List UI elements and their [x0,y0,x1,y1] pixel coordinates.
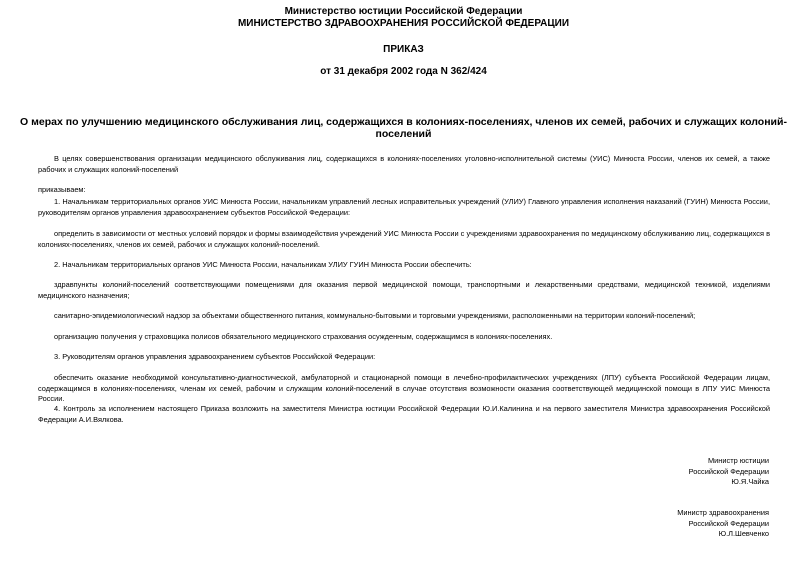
document-title: О мерах по улучшению медицинского обслуживания лиц, содержащихся в колониях-поселениях, членов их семей, рабочих и служащих колоний-поселений [20,116,787,140]
signature-title: Министр юстиции [708,456,769,465]
signature-title: Министр здравоохранения [677,508,769,517]
signature-country: Российской Федерации [688,518,769,528]
clause-2-item-2: санитарно-эпидемиологический надзор за объектами общественного питания, коммунально-бытовыми и торговыми учреждениями, расположенными на территории колоний-поселений; [54,311,696,320]
ministry-justice-header: Министерство юстиции Российской Федерации [284,6,523,17]
clause-2-item-1: здравпункты колоний-поселений соответствующими помещениями для оказания первой медицинской помощи, транспортными и лекарственными средствами, медицинской техникой, изделиями медицинского назначения; [38,280,770,300]
clause-1-item: определить в зависимости от местных условий порядок и формы взаимодействия учреждений УИС Минюста России с учреждениями здравоохранения по медицинскому обслуживанию лиц, содержащихся в колониях-поселениях, членов их семей, рабочих и служащих колоний-поселений. [38,229,770,249]
clause-4: 4. Контроль за исполнением настоящего Приказа возложить на заместителя Министра юстиции Российской Федерации Ю.И.Калинина и на первого заместителя Министра здравоохранения Российской Федерации А.И.Вялкова. [38,404,770,424]
clause-3-item: обеспечить оказание необходимой консультативно-диагностической, амбулаторной и стационарной помощи в лечебно-профилактических учреждениях (ЛПУ) субъекта Российской Федерации лицам, содержащимся в колониях-поселениях, членам их семей, рабочим и служащим колоний-поселений в случае отсутствия возможности оказания соответствующей медицинской помощи в ЛПУ УИС Минюста России. [38,373,770,403]
signature-country: Российской Федерации [688,466,769,476]
preamble-paragraph: В целях совершенствования организации медицинского обслуживания лиц, содержащихся в колониях-поселениях уголовно-исполнительной системы (УИС) Минюста России, членов их семей, а также рабочих и служащих колоний-поселений [38,154,770,174]
ministry-health-header: МИНИСТЕРСТВО ЗДРАВООХРАНЕНИЯ РОССИЙСКОЙ ФЕДЕРАЦИИ [237,18,570,29]
document-date-number: от 31 декабря 2002 года N 362/424 [320,66,487,77]
document-type: ПРИКАЗ [383,44,424,55]
order-word: приказываем: [38,185,86,194]
signature-name: Ю.Л.Шевченко [718,529,769,538]
clause-2-item-3: организацию получения у страховщика полисов обязательного медицинского страхования осужденным, содержащимся в колониях-поселениях. [54,332,553,341]
signature-name: Ю.Я.Чайка [731,477,769,486]
signature-justice-minister [689,456,769,488]
clause-2: 2. Начальникам территориальных органов УИС Минюста России, начальникам УЛИУ ГУИН Минюста России обеспечить: [54,260,472,269]
signature-health-minister [677,508,769,540]
clause-3: 3. Руководителям органов управления здравоохранением субъектов Российской Федерации: [54,352,376,361]
clause-1: 1. Начальникам территориальных органов УИС Минюста России, начальникам управлений лесных исправительных учреждений (УЛИУ) Главного управления исполнения наказаний (ГУИН) Минюста России, руководителям органов управления здравоохранением субъектов Российской Федерации: [38,197,770,217]
